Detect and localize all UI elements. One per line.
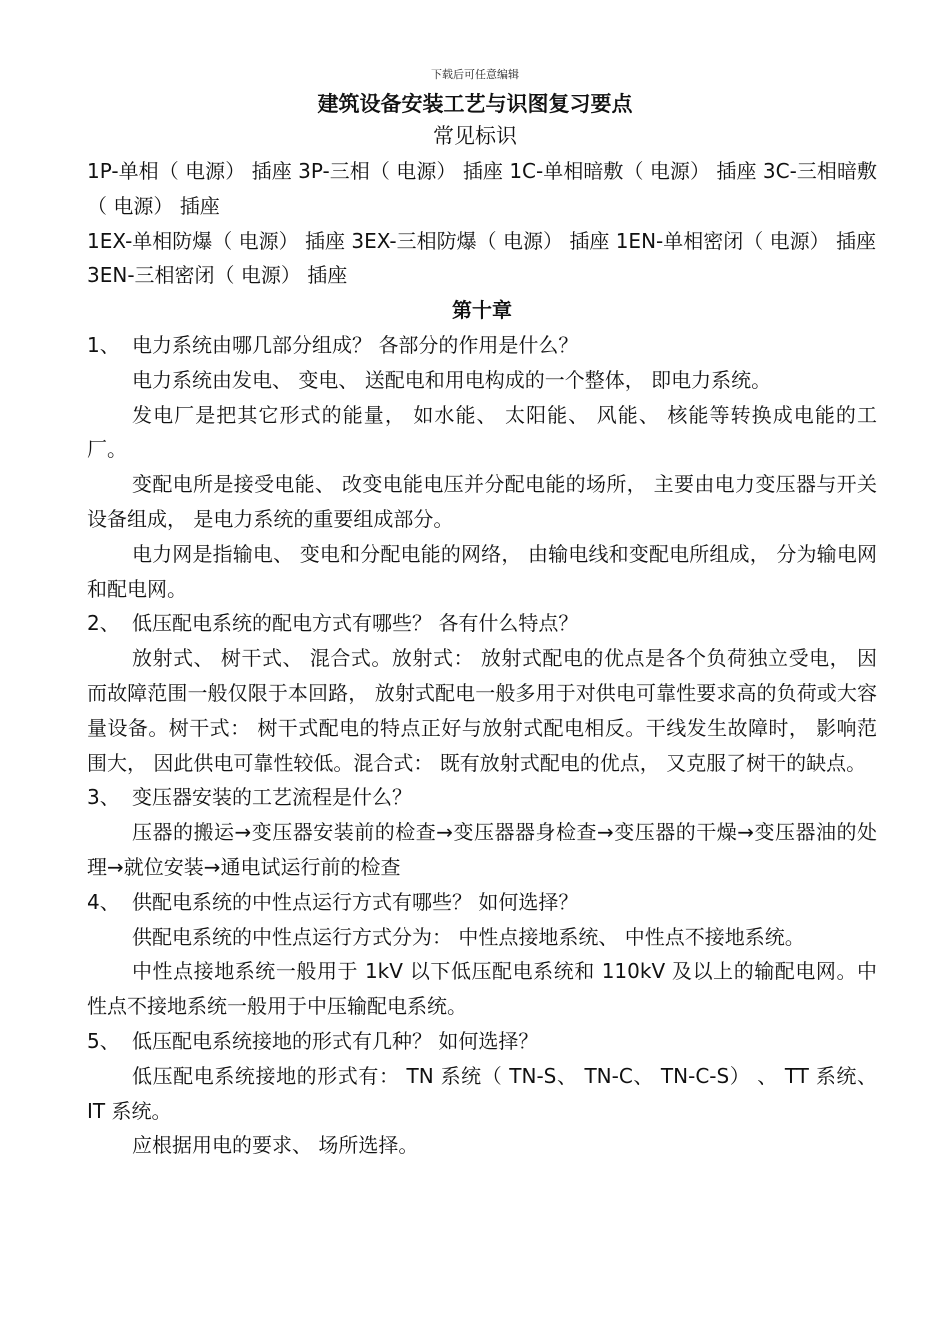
question-number: 2、 [87, 611, 120, 636]
answer-paragraph: 压器的搬运→变压器安装前的检查→变压器器身检查→变压器的干燥→变压器油的处理→就位安装→通电试运行前的检查 [87, 820, 877, 879]
question-3 [87, 780, 877, 815]
question-text: 低压配电系统接地的形式有几种？ 如何选择？ [132, 1028, 539, 1053]
answer-paragraph: 放射式、 树干式、 混合式。放射式： 放射式配电的优点是各个负荷独立受电， 因而故障范围一般仅限于本回路， 放射式配电一般多用于对供电可靠性要求高的负荷或大容量设备。树干式： 树干式配电的特点正好与放射式配电相反。干线发生故障时， 影响范围大， 因此供电可靠性较低。混合式： 既有放射式配电的优点， 又克服了树干的缺点。 [87, 646, 877, 775]
symbol-line: 1P-单相（ 电源） 插座 3P-三相（ 电源） 插座 1C-单相暗敷（ 电源） 插座 3C-三相暗敷（ 电源） 插座 [87, 159, 877, 218]
question-text: 供配电系统的中性点运行方式有哪些？ 如何选择？ [132, 889, 579, 914]
answer-paragraph: 供配电系统的中性点运行方式分为： 中性点接地系统、 中性点不接地系统。 [132, 924, 805, 949]
question-number: 5、 [87, 1028, 120, 1053]
question-number: 1、 [87, 332, 120, 357]
answer-paragraph: 中性点接地系统一般用于 1kV 以下低压配电系统和 110kV 及以上的输配电网。中性点不接地系统一般用于中压输配电系统。 [87, 959, 877, 1019]
answer-paragraph: 低压配电系统接地的形式有： TN 系统（ TN-S、 TN-C、 TN-C-S） 、 TT 系统、 IT 系统。 [87, 1063, 877, 1123]
chapter-heading: 第十章 [452, 298, 512, 323]
section-subtitle: 常见标识 [433, 124, 517, 148]
header-note: 下载后可任意编辑 [431, 68, 519, 81]
page-title: 建筑设备安装工艺与识图复习要点 [317, 92, 633, 116]
document-body [87, 154, 877, 1163]
answer-paragraph: 电力系统由发电、 变电、 送配电和用电构成的一个整体， 即电力系统。 [132, 367, 772, 392]
answer-paragraph: 发电厂是把其它形式的能量， 如水能、 太阳能、 风能、 核能等转换成电能的工厂。 [87, 402, 877, 462]
symbol-line: 3EN-三相密闭（ 电源） 插座 [87, 263, 348, 288]
answer-paragraph: 变配电所是接受电能、 改变电能电压并分配电能的场所， 主要由电力变压器与开关设备组成， 是电力系统的重要组成部分。 [87, 472, 877, 531]
symbol-line: 1EX-单相防爆（ 电源） 插座 3EX-三相防爆（ 电源） 插座 1EN-单相密闭（ 电源） 插座 [87, 228, 876, 253]
question-text: 低压配电系统的配电方式有哪些？ 各有什么特点？ [132, 611, 579, 636]
question-number: 4、 [87, 889, 120, 914]
question-text: 变压器安装的工艺流程是什么？ [132, 785, 412, 810]
answer-paragraph: 应根据用电的要求、 场所选择。 [132, 1133, 419, 1158]
question-2 [87, 606, 877, 641]
question-5 [87, 1024, 877, 1059]
question-number: 3、 [87, 785, 120, 810]
question-1 [87, 328, 877, 363]
question-text: 电力系统由哪几部分组成？ 各部分的作用是什么？ [132, 332, 579, 357]
question-4 [87, 885, 877, 920]
answer-paragraph: 电力网是指输电、 变电和分配电能的网络， 由输电线和变配电所组成， 分为输电网和配电网。 [87, 541, 877, 601]
